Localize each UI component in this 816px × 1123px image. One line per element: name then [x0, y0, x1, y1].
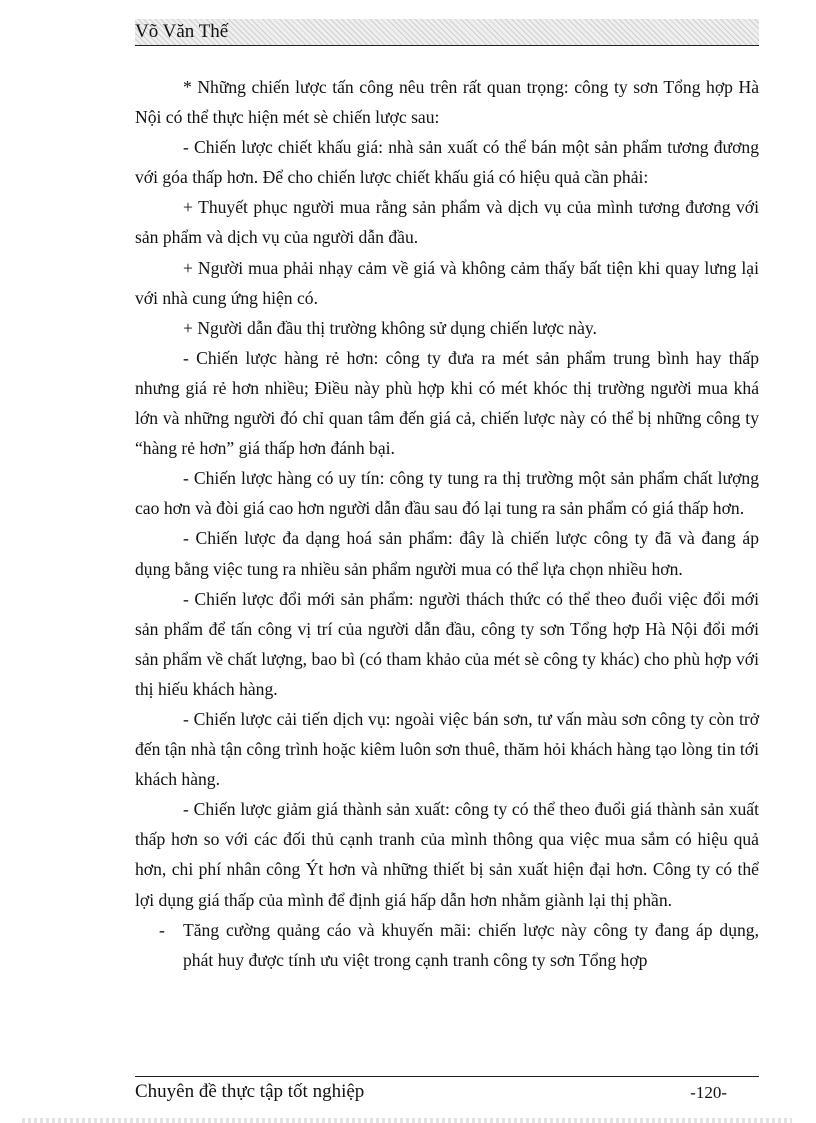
paragraph: - Chiến lược hàng có uy tín: công ty tung ra thị trường một sản phẩm chất lượng cao hơn và đòi giá cao hơn người dẫn đầu sau đó lại tung ra sản phẩm có giá thấp hơn. — [135, 468, 759, 519]
footer-decoration — [22, 1118, 792, 1123]
bullet-text: Tăng cường quảng cáo và khuyến mãi: chiến lược này công ty đang áp dụng, phát huy được tính ưu việt trong cạnh tranh công ty sơn Tổng hợp — [183, 919, 759, 970]
paragraph: - Chiến lược cải tiến dịch vụ: ngoài việc bán sơn, tư vấn màu sơn công ty còn trở đến tận nhà tận công trình hoặc kiêm luôn sơn thuê, thăm hỏi khách hàng tạo lòng tin tới khách hàng. — [135, 708, 759, 790]
paragraph: + Thuyết phục người mua rằng sản phẩm và dịch vụ của mình tương đương với sản phẩm và dịch vụ của người dẫn đầu. — [135, 197, 759, 248]
footer-title: Chuyên đề thực tập tốt nghiệp — [135, 1081, 365, 1102]
page-header — [135, 19, 759, 46]
paragraph: - Chiến lược hàng rẻ hơn: công ty đưa ra mét sản phẩm trung bình hay thấp nhưng giá rẻ hơn nhiều; Điều này phù hợp khi có mét khóc thị trường người mua khá lớn và những người đó chỉ quan tâm đến giá cả, chiến lược này có thể bị những công ty “hàng rẻ hơn” giá thấp hơn đánh bại. — [135, 347, 759, 459]
bullet-marker: - — [159, 919, 165, 940]
header-author: Võ Văn Thế — [135, 21, 229, 42]
paragraph: - Chiến lược giảm giá thành sản xuất: công ty có thể theo đuổi giá thành sản xuất thấp hơn so với các đối thủ cạnh tranh của mình thông qua việc mua sắm có hiệu quả hơn, chi phí nhân công Ýt hơn và những thiết bị sản xuất hiện đại hơn. Công ty có thể lợi dụng giá thấp của mình để định giá hấp dẫn hơn nhằm giành lại thị phần. — [135, 799, 759, 910]
paragraph: * Những chiến lược tấn công nêu trên rất quan trọng: công ty sơn Tổng hợp Hà Nội có thể thực hiện mét sè chiến lược sau: — [135, 77, 759, 128]
paragraph: + Người mua phải nhạy cảm về giá và không cảm thấy bất tiện khi quay lưng lại với nhà cung ứng hiện có. — [135, 257, 759, 308]
document-body — [135, 72, 759, 975]
paragraph: + Người dẫn đầu thị trường không sử dụng chiến lược này. — [183, 317, 597, 338]
bullet-item — [135, 915, 759, 975]
paragraph: - Chiến lược đổi mới sản phẩm: người thách thức có thể theo đuổi việc đổi mới sản phẩm để tấn công vị trí của người dẫn đầu, công ty sơn Tổng hợp Hà Nội đổi mới sản phẩm về chất lượng, bao bì (có tham khảo của mét sè công ty khác) cho phù hợp với thị hiếu khách hàng. — [135, 588, 759, 699]
page-number: -120- — [690, 1083, 727, 1102]
page-footer — [135, 1076, 759, 1107]
paragraph: - Chiến lược chiết khấu giá: nhà sản xuất có thể bán một sản phẩm tương đương với góa thấp hơn. Để cho chiến lược chiết khấu giá có hiệu quả cần phải: — [135, 137, 759, 188]
paragraph: - Chiến lược đa dạng hoá sản phẩm: đây là chiến lược công ty đã và đang áp dụng bằng việc tung ra nhiều sản phẩm người mua có thể lựa chọn nhiều hơn. — [135, 528, 759, 579]
